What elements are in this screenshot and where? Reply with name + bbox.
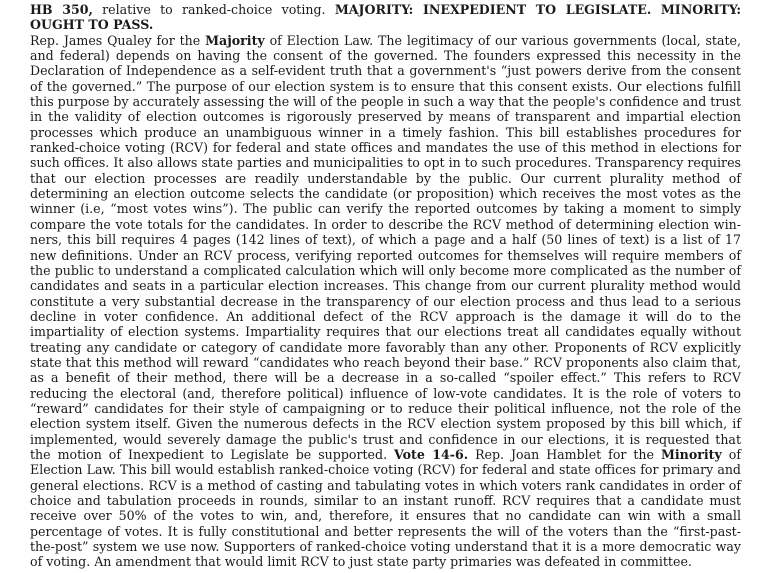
- minority-label: Minority: [660, 446, 722, 462]
- majority-report-text: of Election Law. The legitimacy of our various governments (local, state, and federal) depends on having the consent of the governed. The founders expressed this necessity in the Declaration of Independence as a self-evident truth that a government's “just powers derive from the consent of the governed.” The purpose of our election system is to ensure that this consent exists. Our elections fulfill this purpose by accurately assessing the will of the people in such a way that the people's confidence and trust in the validity of election outcomes is rigorously preserved by means of transparent and impartial election processes which produce an unambiguous winner in a timely fashion. This bill establishes procedures for ranked-choice voting (RCV) for federal and state offices and mandates the use of this method in elections for such offices. It also allows state parties and municipalities to opt in to such procedures. Transparency requires that our election processes are readily understandable by the public. Our current plurality method of determining an election outcome selects the candidate (or proposition) which receives the most votes as the winner (i.e, “most votes wins”). The public can verify the reported outcomes by taking a moment to simply compare the vote totals for the candidates. In order to describe the RCV method of determining election winners, this bill requires 4 pages (142 lines of text), of which a page and a half (50 lines of text) is a list of 17 new definitions. Under an RCV process, verifying reported outcomes for themselves will require members of the public to understand a complicated calculation which will only become more complicated as the number of candidates and seats in a particular election increases. This change from our current plurality method would constitute a very substantial decrease in the transparency of our election process and thus lead to a serious decline in voter confidence. An additional defect of the RCV approach is the damage it will do to the impartiality of election systems. Impartiality requires that our elections treat all candidates equally without treating any candidate or category of candidate more favorably than any other. Proponents of RCV explicitly state that this method will reward “candidates who reach beyond their base.” RCV proponents also claim that, as a benefit of their method, there will be a decrease in a so-called “spoiler effect.” This refers to RCV reducing the electoral (and, therefore political) influence of low-vote candidates. It is the role of voters to “reward” candidates for their style of campaigning or to reduce their political influence, not the role of the election system itself. Given the numerous defects in the RCV election system proposed by this bill which, if implemented, would severely damage the public's trust and confidence in our elections, it is requested that the motion of Inexpedient to Legislate be supported.: [30, 32, 742, 462]
- majority-label: Majority: [205, 32, 265, 48]
- majority-lead-in: Rep. James Qualey for the: [30, 32, 201, 48]
- bill-report-paragraph: [30, 2, 741, 570]
- bill-subject: relative to ranked-choice voting.: [102, 2, 326, 17]
- minority-lead-in: Rep. Joan Hamblet for the: [475, 446, 654, 462]
- vote-tally: Vote 14-6.: [394, 446, 469, 462]
- bill-number: HB 350,: [30, 2, 93, 17]
- minority-report-text: of Election Law. This bill would establish ranked-choice voting (RCV) for federal and state offices for primary and general elections. RCV is a method of casting and tabulating votes in which voters rank candidates in order of choice and tabulation proceeds in rounds, similar to an instant runoff. RCV requires that a candidate must receive over 50% of the votes to win, and, therefore, it ensures that no candidate can win with a small percentage of votes. It is fully constitutional and better represents the will of the voters than the “first-past-the-post” system we use now. Supporters of ranked-choice voting understand that it is a more democratic way of voting. An amendment that would limit RCV to just state party primaries was defeated in committee.: [30, 446, 741, 570]
- committee-recommendation: MAJORITY: INEXPEDIENT TO LEGISLATE. MINORITY: OUGHT TO PASS.: [30, 2, 741, 33]
